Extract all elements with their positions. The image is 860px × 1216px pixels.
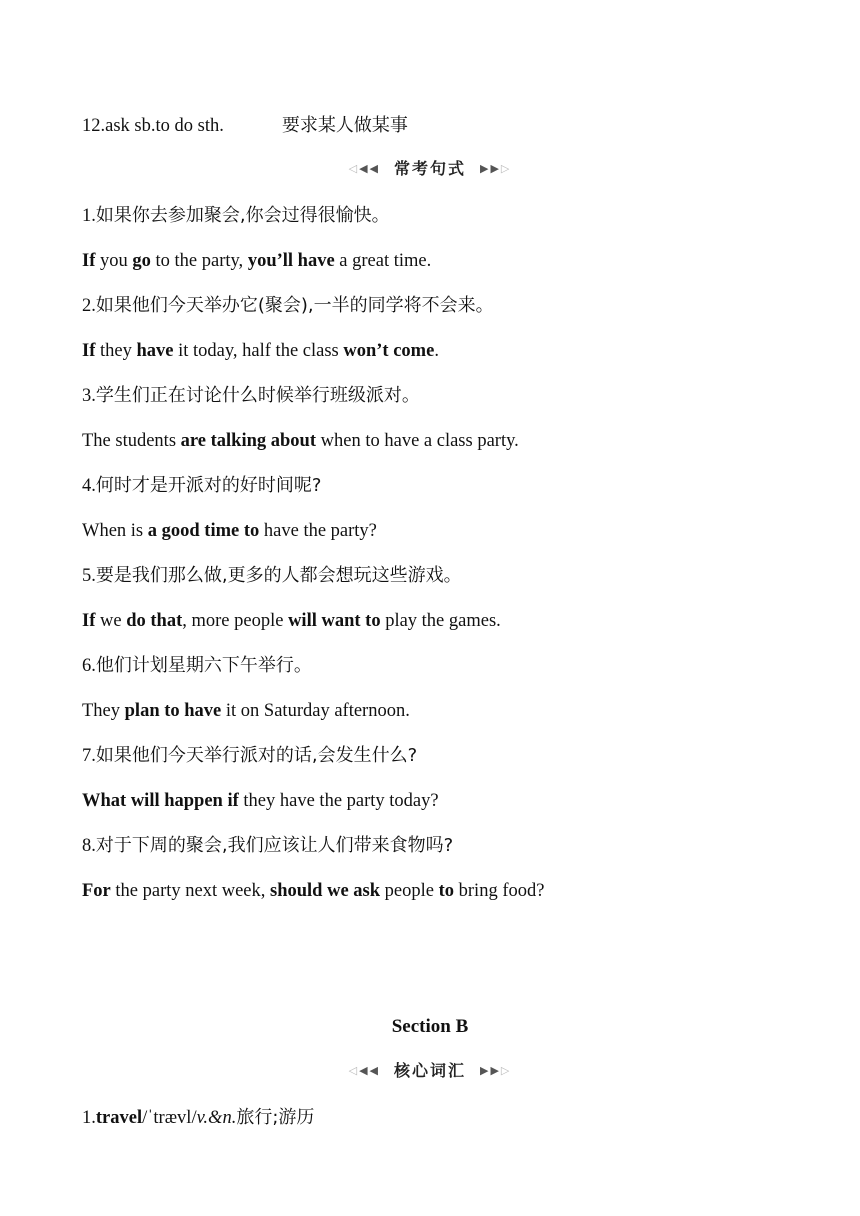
sentence-text: bring food? [454,881,545,901]
sentence-text: people [380,881,439,901]
sentence-chinese-line [82,204,390,228]
sentence-text: , more people [182,611,289,631]
sentence-number: 5. [82,566,96,586]
key-phrase: you’ll have [247,251,335,271]
banner-core-vocabulary [0,1060,860,1083]
phrase-chinese: 要求某人做某事 [281,115,408,136]
sentence-english-line [82,519,377,543]
sentence-chinese-line [82,834,453,858]
vocab-part-of-speech: v.&n. [196,1108,237,1128]
sentence-text: When is [82,521,148,541]
sentence-english-line [82,609,501,633]
sentence-text: to the party, [150,251,248,271]
right-arrows-icon: ▶▶▷ [480,1065,512,1077]
sentence-chinese-line [82,474,321,498]
key-phrase: If [82,341,96,361]
sentence-english-line [82,429,519,453]
key-phrase: have [136,341,174,361]
banner-common-sentences [0,158,860,181]
vocab-word: travel [95,1108,143,1128]
sentence-text: The students [82,431,181,451]
key-phrase: If [82,611,96,631]
sentence-number: 7. [82,746,96,766]
banner-title: 常考句式 [393,159,466,178]
sentence-english-line [82,249,431,273]
sentence-chinese: 要是我们那么做,更多的人都会想玩这些游戏。 [95,565,462,586]
section-title: Section B [391,1016,469,1037]
sentence-text: it on Saturday afternoon. [221,701,410,721]
left-arrows-icon: ◁◀◀ [348,163,380,175]
key-phrase: go [132,251,151,271]
left-arrows-icon: ◁◀◀ [348,1065,380,1077]
sentence-text: we [95,611,127,631]
phrase-english: 12.ask sb.to do sth. [82,116,224,136]
key-phrase: For [82,881,111,901]
vocab-item-1 [82,1106,314,1130]
key-phrase: won’t come [343,341,435,361]
sentence-text: a great time. [334,251,432,271]
sentence-text: they [95,341,137,361]
key-phrase: a good time to [147,521,260,541]
sentence-text: you [95,251,133,271]
sentence-english-line [82,789,439,813]
sentence-chinese-line [82,384,420,408]
sentence-number: 6. [82,656,96,676]
sentence-text: play the games. [380,611,501,631]
key-phrase: What will happen if [82,791,239,811]
sentence-english-line [82,699,410,723]
right-arrows-icon: ▶▶▷ [480,163,512,175]
sentence-text: . [434,341,439,361]
sentence-chinese: 他们计划星期六下午举行。 [95,655,312,676]
sentence-chinese-line [82,654,312,678]
banner-title: 核心词汇 [393,1061,466,1080]
sentence-chinese: 学生们正在讨论什么时候举行班级派对。 [95,385,420,406]
sentence-chinese-line [82,294,494,318]
sentence-number: 2. [82,296,96,316]
sentence-chinese: 如果他们今天举办它(聚会),一半的同学将不会来。 [95,295,494,316]
sentence-text: when to have a class party. [316,431,519,451]
sentence-chinese: 对于下周的聚会,我们应该让人们带来食物吗? [95,835,454,856]
sentence-text: They [82,701,125,721]
sentence-number: 3. [82,386,96,406]
sentence-chinese-line [82,744,417,768]
vocab-number: 1. [82,1108,96,1128]
sentence-chinese: 如果你去参加聚会,你会过得很愉快。 [95,205,390,226]
key-phrase: are talking about [180,431,317,451]
sentence-chinese: 何时才是开派对的好时间呢? [95,475,322,496]
vocab-meaning: 旅行;游历 [236,1107,315,1128]
sentence-number: 8. [82,836,96,856]
sentence-text: the party next week, [110,881,271,901]
key-phrase: do that [126,611,183,631]
sentence-text: have the party? [259,521,377,541]
phrase-item-12 [82,114,408,138]
key-phrase: should we ask [270,881,381,901]
sentence-chinese: 如果他们今天举行派对的话,会发生什么? [95,745,418,766]
key-phrase: will want to [288,611,381,631]
sentence-number: 1. [82,206,96,226]
key-phrase: If [82,251,96,271]
key-phrase: to [438,881,455,901]
sentence-english-line [82,339,439,363]
sentence-text: it today, half the class [173,341,344,361]
sentence-english-line [82,879,544,903]
key-phrase: plan to have [124,701,222,721]
sentence-chinese-line [82,564,462,588]
sentence-text: they have the party today? [238,791,439,811]
sentence-number: 4. [82,476,96,496]
vocab-phonetic: /ˈtrævl/ [142,1108,197,1128]
